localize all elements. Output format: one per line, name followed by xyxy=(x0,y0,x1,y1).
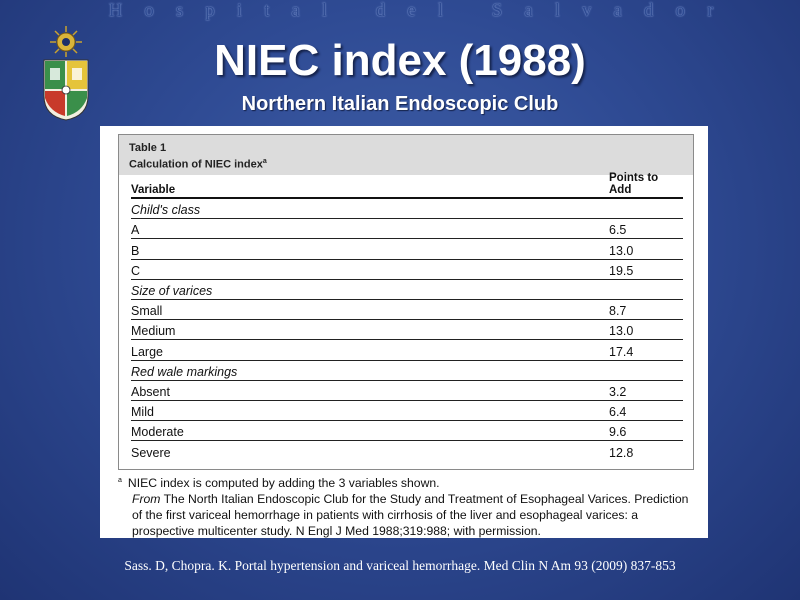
table-header-row xyxy=(131,172,683,199)
table-row xyxy=(131,239,683,259)
footnote-line-1 xyxy=(118,473,698,491)
table-row xyxy=(131,260,683,280)
points-cell: 6.4 xyxy=(609,405,627,420)
hospital-name: Hospital del Salvador xyxy=(108,0,736,21)
variable-cell: Moderate xyxy=(131,425,184,440)
table-panel xyxy=(100,126,708,538)
points-cell: 8.7 xyxy=(609,304,627,319)
variable-cell: Absent xyxy=(131,384,170,399)
slide-subtitle: Northern Italian Endoscopic Club xyxy=(241,93,559,115)
column-header-variable: Variable xyxy=(131,184,176,196)
section-label: Red wale markings xyxy=(131,364,238,379)
column-header-points: Points to Add xyxy=(609,172,659,196)
variable-cell: B xyxy=(131,243,140,258)
table-row xyxy=(131,300,683,320)
table-row xyxy=(131,340,683,360)
variable-cell: Medium xyxy=(131,324,176,339)
table-body xyxy=(131,172,683,461)
points-cell: 17.4 xyxy=(609,344,634,359)
table-caption xyxy=(119,135,693,175)
caption-footnote-mark: a xyxy=(262,158,267,165)
table-section-row xyxy=(131,199,683,219)
footnote-from: From xyxy=(132,492,161,507)
table-row xyxy=(131,381,683,401)
points-cell: 6.5 xyxy=(609,223,627,238)
variable-cell: A xyxy=(131,223,140,238)
points-cell: 9.6 xyxy=(609,425,627,440)
table-row xyxy=(131,401,683,421)
points-cell: 13.0 xyxy=(609,243,634,258)
footnote-mark: a xyxy=(118,477,122,484)
points-cell: 12.8 xyxy=(609,446,634,461)
variable-cell: C xyxy=(131,263,141,278)
table-row xyxy=(131,219,683,239)
table-row xyxy=(131,441,683,461)
table-section-row xyxy=(131,361,683,381)
footnote-source-text: The North Italian Endoscopic Club for the Study and Treatment of Esophageal Varices. Prediction of the first variceal hemorrhage in patients with cirrhosis of the liver and esophageal varices: a prospective multicenter study. N Engl J Med 1988;319:988; with permission. xyxy=(132,492,689,539)
table-caption-text: Calculation of NIEC index xyxy=(129,158,263,171)
table-caption-title xyxy=(129,155,693,172)
table-footnote xyxy=(118,473,698,539)
variable-cell: Severe xyxy=(131,446,171,461)
points-cell: 13.0 xyxy=(609,324,634,339)
points-cell: 3.2 xyxy=(609,384,627,399)
table-number: Table 1 xyxy=(129,142,167,154)
variable-cell: Mild xyxy=(131,405,154,420)
footnote-source xyxy=(118,491,698,539)
section-label: Size of varices xyxy=(131,283,213,298)
variable-cell: Large xyxy=(131,344,163,359)
section-label: Child's class xyxy=(131,203,201,218)
footnote-text: NIEC index is computed by adding the 3 variables shown. xyxy=(127,476,440,491)
variable-cell: Small xyxy=(131,304,163,319)
niec-table xyxy=(118,134,694,470)
table-row xyxy=(131,320,683,340)
citation: Sass. D, Chopra. K. Portal hypertension and variceal hemorrhage. Med Clin N Am 93 (2009) 837-853 xyxy=(124,558,676,573)
slide-title: NIEC index (1988) xyxy=(214,36,586,85)
points-cell: 19.5 xyxy=(609,263,634,278)
table-row xyxy=(131,421,683,441)
table-section-row xyxy=(131,280,683,300)
